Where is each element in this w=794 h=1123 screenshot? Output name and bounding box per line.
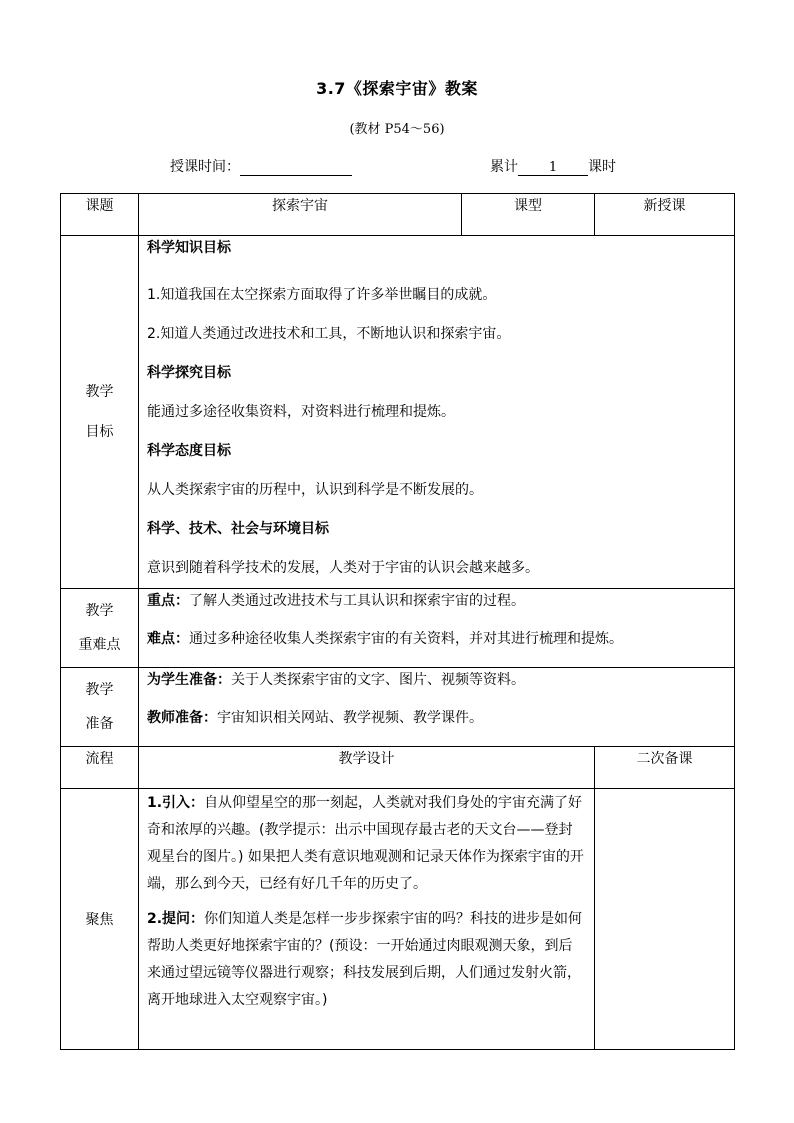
key-points-row — [61, 589, 735, 668]
student-preparation: 为学生准备：关于人类探索宇宙的文字、图片、视频等资料。 — [147, 672, 525, 688]
focus-row — [61, 789, 735, 1050]
intro-paragraph: 1.引入：自从仰望星空的那一刻起，人类就对我们身处的宇宙充满了好奇和浓厚的兴趣。(教学提示：出示中国现存最古老的天文台——登封观星台的图片。) 如果把人类有意识地观测和记录天体作为探索宇宙的开端，那么到今天，已经有好几千年的历史了。 — [147, 795, 584, 892]
objectives-row — [61, 236, 735, 589]
lesson-time-blank — [240, 160, 352, 176]
objective-heading-knowledge: 科学知识目标 — [147, 240, 231, 256]
topic-value: 探索宇宙 — [139, 194, 462, 236]
design-label: 教学设计 — [139, 747, 595, 789]
objective-heading-inquiry: 科学探究目标 — [147, 365, 231, 381]
topic-label: 课题 — [61, 194, 139, 236]
lesson-time — [170, 156, 352, 176]
preparation-content — [139, 668, 735, 747]
topic-row — [61, 194, 735, 236]
objective-item: 意识到随着科学技术的发展，人类对于宇宙的认识会越来越多。 — [147, 560, 539, 576]
focus-label: 聚焦 — [61, 789, 139, 1050]
key-points-label: 教学 重难点 — [61, 589, 139, 668]
type-label: 课型 — [462, 194, 595, 236]
key-points-content — [139, 589, 735, 668]
objective-item: 1.知道我国在太空探索方面取得了许多举世瞩目的成就。 — [147, 287, 497, 303]
objectives-content — [139, 236, 735, 589]
process-header-row — [61, 747, 735, 789]
lesson-total — [490, 156, 616, 176]
key-point: 重点：了解人类通过改进技术与工具认识和探索宇宙的过程。 — [147, 593, 525, 609]
flow-label: 流程 — [61, 747, 139, 789]
question-paragraph: 2.提问：你们知道人类是怎样一步步探索宇宙的吗？科技的进步是如何帮助人类更好地探索宇宙的？(预设：一开始通过肉眼观测天象，到后来通过望远镜等仪器进行观察；科技发展到后期，人们通过发射火箭，离开地球进入太空观察宇宙。) — [147, 911, 583, 1008]
type-value: 新授课 — [595, 194, 735, 236]
objective-item: 能通过多途径收集资料，对资料进行梳理和提炼。 — [147, 404, 455, 420]
preparation-label: 教学 准备 — [61, 668, 139, 747]
second-prep-cell[interactable] — [595, 789, 735, 1050]
preparation-row — [61, 668, 735, 747]
lesson-time-label: 授课时间： — [170, 159, 240, 175]
objectives-label: 教学 目标 — [61, 236, 139, 589]
objective-heading-attitude: 科学态度目标 — [147, 443, 231, 459]
document-title: 3.7《探索宇宙》教案 — [316, 79, 478, 98]
focus-content — [139, 789, 595, 1050]
objective-heading-sts: 科学、技术、社会与环境目标 — [147, 521, 329, 537]
document-subtitle: (教材 P54～56) — [349, 122, 445, 137]
difficult-point: 难点：通过多种途径收集人类探索宇宙的有关资料，并对其进行梳理和提炼。 — [147, 631, 623, 647]
total-label: 累计 — [490, 159, 518, 175]
objective-item: 从人类探索宇宙的历程中，认识到科学是不断发展的。 — [147, 482, 483, 498]
hours-label: 课时 — [588, 159, 616, 175]
teacher-preparation: 教师准备：宇宙知识相关网站、教学视频、教学课件。 — [147, 710, 483, 726]
objective-item: 2.知道人类通过改进技术和工具，不断地认识和探索宇宙。 — [147, 326, 511, 342]
lesson-plan-table — [60, 193, 735, 1050]
total-value: 1 — [518, 160, 588, 176]
second-prep-label: 二次备课 — [595, 747, 735, 789]
